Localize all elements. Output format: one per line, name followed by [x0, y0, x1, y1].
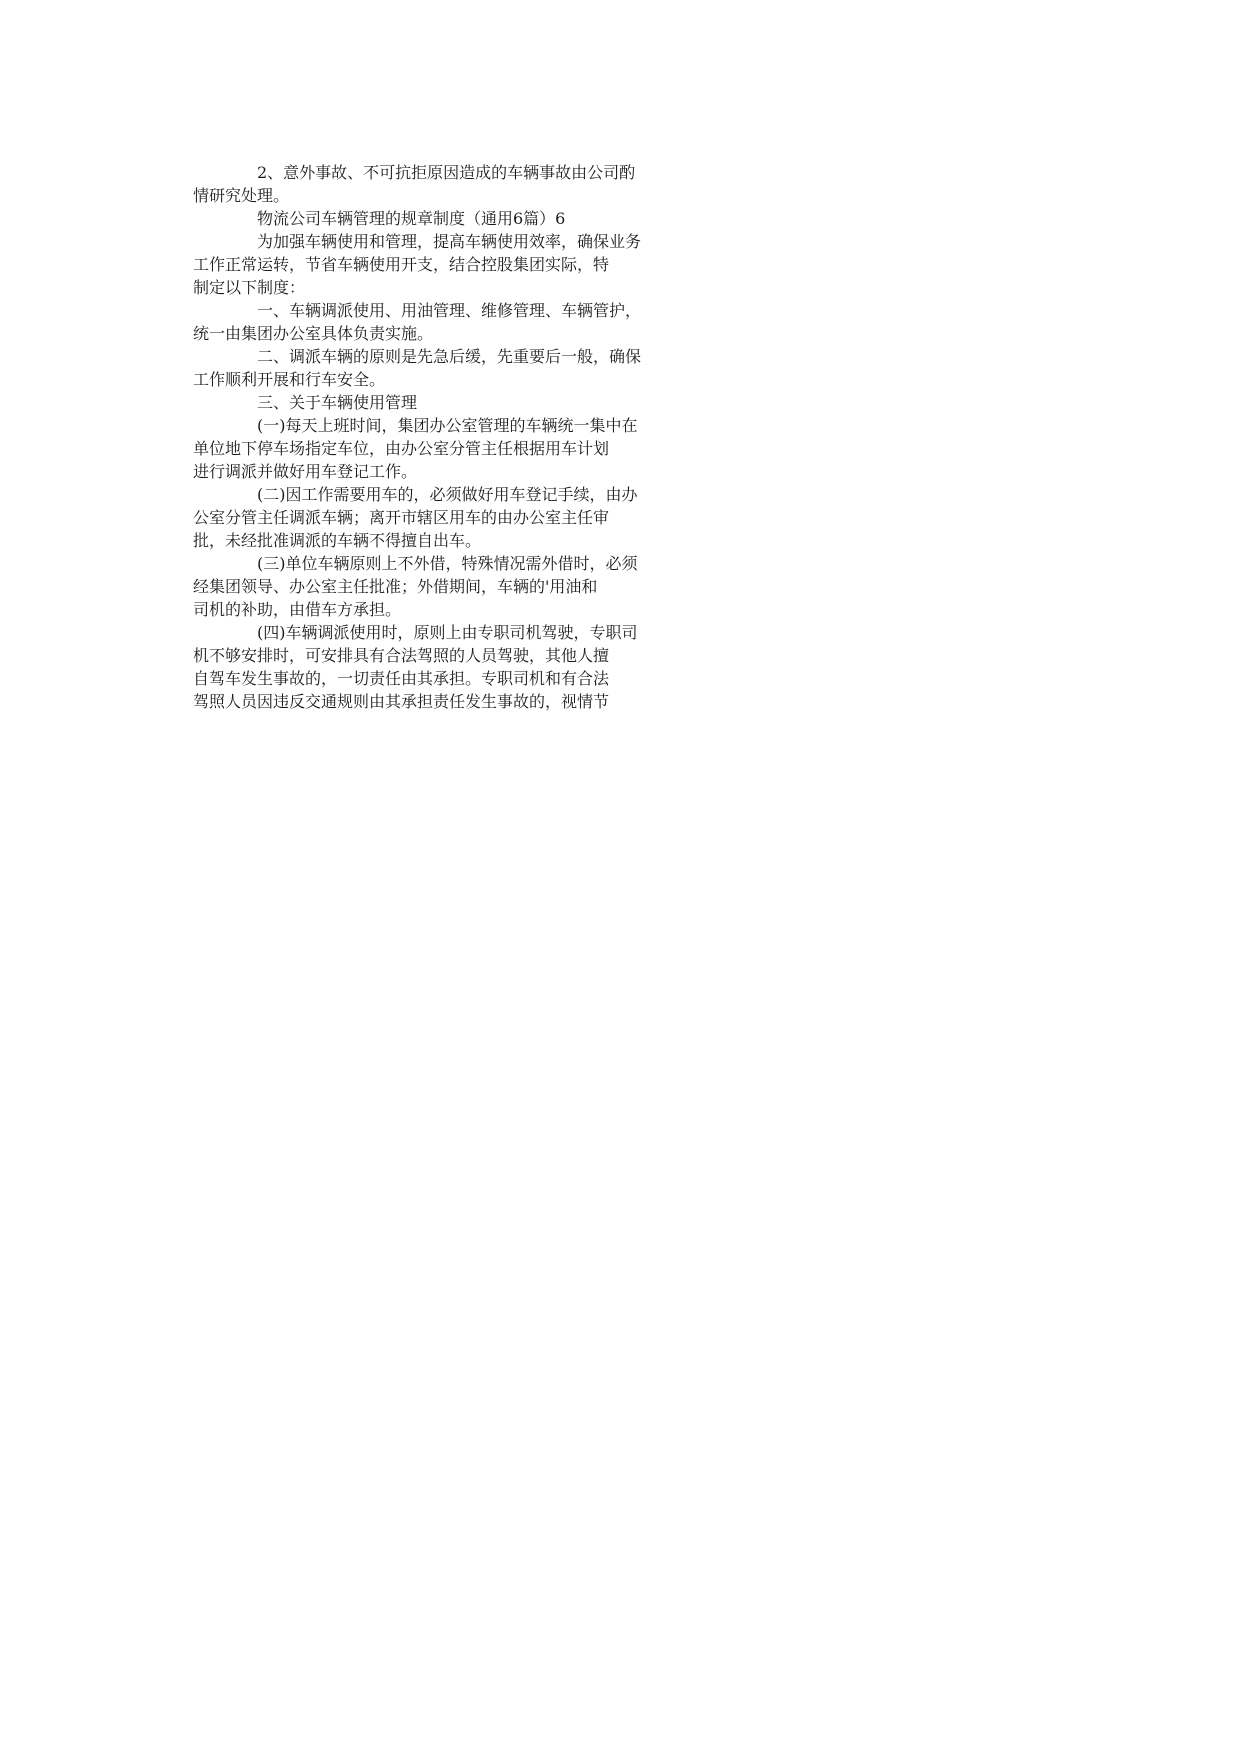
- paragraph-subitem-1: [193, 413, 1053, 482]
- paragraph-item-2: [193, 344, 1053, 390]
- text-line: 二、调派车辆的原则是先急后缓，先重要后一般，确保: [257, 347, 642, 366]
- text-line: 经集团领导、办公室主任批准；外借期间，车辆的'用油和: [193, 577, 598, 596]
- text-line: 进行调派并做好用车登记工作。: [193, 462, 418, 481]
- paragraph-item-3-heading: [193, 390, 1053, 413]
- paragraph-subitem-2: [193, 482, 1053, 551]
- text-line: (二)因工作需要用车的，必须做好用车登记手续，由办: [257, 485, 638, 504]
- text-line: 工作正常运转，节省车辆使用开支，结合控股集团实际，特: [193, 255, 610, 274]
- paragraph-subitem-4: [193, 620, 1053, 712]
- text-line: 司机的补助，由借车方承担。: [193, 600, 402, 619]
- text-line: 为加强车辆使用和管理，提高车辆使用效率，确保业务: [257, 232, 642, 251]
- text-line: 自驾车发生事故的，一切责任由其承担。专职司机和有合法: [193, 669, 610, 688]
- text-line: 驾照人员因违反交通规则由其承担责任发生事故的，视情节: [193, 692, 610, 711]
- text-line: 公室分管主任调派车辆；离开市辖区用车的由办公室主任审: [193, 508, 610, 527]
- text-line: 批，未经批准调派的车辆不得擅自出车。: [193, 531, 482, 550]
- text-line: 情研究处理。: [193, 186, 290, 205]
- text-line: (三)单位车辆原则上不外借，特殊情况需外借时，必须: [257, 554, 638, 573]
- text-line: (四)车辆调派使用时，原则上由专职司机驾驶，专职司: [257, 623, 638, 642]
- section-heading: [193, 206, 1053, 229]
- document-page: [193, 160, 1053, 712]
- paragraph-subitem-3: [193, 551, 1053, 620]
- text-line: 一、车辆调派使用、用油管理、维修管理、车辆管护，: [257, 301, 642, 320]
- heading-line: 物流公司车辆管理的规章制度（通用6篇）6: [257, 209, 566, 228]
- paragraph-intro: [193, 229, 1053, 298]
- text-line: 单位地下停车场指定车位，由办公室分管主任根据用车计划: [193, 439, 610, 458]
- paragraph-item-1: [193, 298, 1053, 344]
- text-line: 工作顺利开展和行车安全。: [193, 370, 386, 389]
- text-line: 统一由集团办公室具体负责实施。: [193, 324, 434, 343]
- text-line: 制定以下制度：: [193, 278, 306, 297]
- text-line: 三、关于车辆使用管理: [257, 393, 418, 412]
- paragraph-accident-handling: [193, 160, 1053, 206]
- text-line: (一)每天上班时间，集团办公室管理的车辆统一集中在: [257, 416, 638, 435]
- text-line: 机不够安排时，可安排具有合法驾照的人员驾驶，其他人擅: [193, 646, 610, 665]
- text-line: 2、意外事故、不可抗拒原因造成的车辆事故由公司酌: [257, 163, 636, 182]
